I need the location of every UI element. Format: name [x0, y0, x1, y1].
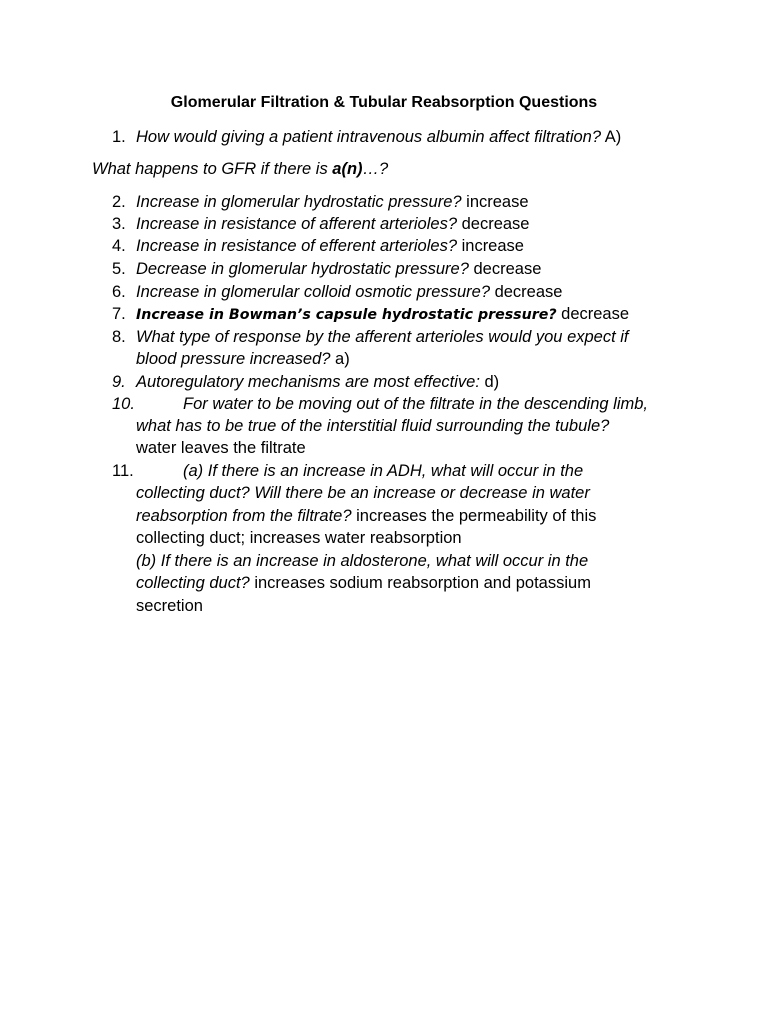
question-9-answer: d) [479, 373, 500, 391]
question-6 [136, 281, 562, 304]
question-9-number: 9. [112, 373, 126, 391]
page-title: Glomerular Filtration & Tubular Reabsorption Questions [170, 94, 598, 111]
question-5-answer: decrease [468, 260, 542, 278]
question-5 [136, 258, 541, 281]
question-6-answer: decrease [490, 283, 563, 301]
gfr-intro [92, 158, 388, 181]
question-8-line-2 [136, 348, 350, 371]
question-7-text: Increase in Bowman’s capsule hydrostatic pressure? [136, 307, 557, 323]
question-3-text: Increase in resistance of afferent arterioles? [136, 215, 458, 233]
question-11a-answer-1: increases the permeability of this [351, 507, 597, 525]
question-11a-answer-2: collecting duct; increases water reabsorption [136, 529, 462, 547]
question-8-number: 8. [112, 328, 126, 346]
question-2-number: 2. [112, 193, 126, 211]
question-2-text: Increase in glomerular hydrostatic pressure? [136, 193, 462, 211]
gfr-intro-bold: a(n) [332, 160, 363, 178]
question-11a-line-3 [136, 505, 596, 528]
question-7-answer: decrease [556, 305, 630, 323]
question-8-answer: a) [330, 350, 350, 368]
question-3-answer: decrease [457, 215, 530, 233]
question-10-line-1 [183, 393, 648, 416]
question-6-number: 6. [112, 283, 126, 301]
question-11b-answer-1: increases sodium reabsorption and potassium [249, 574, 591, 592]
question-9 [136, 371, 499, 394]
question-4-number: 4. [112, 237, 126, 255]
question-2 [136, 191, 529, 214]
question-4-text: Increase in resistance of efferent arterioles? [136, 237, 458, 255]
question-7-number: 7. [112, 305, 126, 323]
question-11b-line-2 [136, 572, 591, 595]
question-11a-text-1: (a) If there is an increase in ADH, what will occur in the [183, 462, 584, 480]
question-11a-line-2 [136, 482, 590, 505]
question-10-text-2: what has to be true of the interstitial fluid surrounding the tubule? [136, 417, 610, 435]
question-11-number: 11. [112, 462, 134, 480]
question-10-text-1: For water to be moving out of the filtrate in the descending limb, [183, 395, 648, 413]
gfr-intro-text: What happens to GFR if there is [92, 160, 333, 178]
question-11b-line-1 [136, 550, 588, 573]
question-11a-text-2: collecting duct? Will there be an increase or decrease in water [136, 484, 590, 502]
question-11b-answer-2: secretion [136, 597, 203, 615]
question-3 [136, 213, 529, 236]
question-11b-text-2: collecting duct? [136, 574, 250, 592]
question-1-text: How would giving a patient intravenous albumin affect filtration? [136, 128, 602, 146]
question-5-text: Decrease in glomerular hydrostatic pressure? [136, 260, 469, 278]
question-11a-text-3: reabsorption from the filtrate? [136, 507, 352, 525]
question-4-answer: increase [457, 237, 524, 255]
question-10-line-2 [136, 415, 609, 438]
question-1 [136, 126, 621, 149]
question-10-number: 10. [112, 395, 135, 413]
question-1-answer: A) [601, 128, 622, 146]
question-10-answer: water leaves the filtrate [136, 439, 306, 457]
question-11a-line-1 [183, 460, 583, 483]
question-6-text: Increase in glomerular colloid osmotic pressure? [136, 283, 490, 301]
question-1-number: 1. [112, 128, 126, 146]
question-4 [136, 235, 524, 258]
question-8-text-1: What type of response by the afferent arterioles would you expect if [136, 328, 629, 346]
question-7 [136, 303, 629, 327]
question-2-answer: increase [461, 193, 529, 211]
question-11b-text-1: (b) If there is an increase in aldosterone, what will occur in the [136, 552, 589, 570]
question-9-text: Autoregulatory mechanisms are most effective: [136, 373, 480, 391]
gfr-intro-tail: …? [362, 160, 389, 178]
question-8-text-2: blood pressure increased? [136, 350, 331, 368]
question-5-number: 5. [112, 260, 126, 278]
question-8-line-1 [136, 326, 629, 349]
question-3-number: 3. [112, 215, 126, 233]
